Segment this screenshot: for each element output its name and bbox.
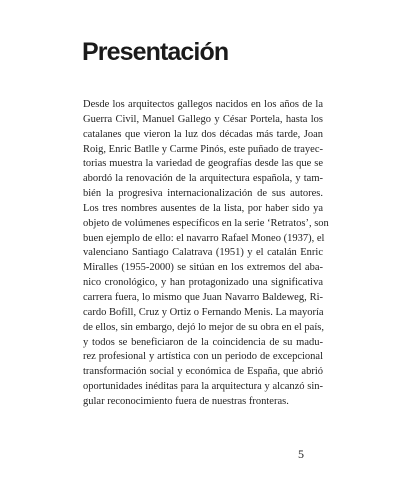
paragraph-line: abordó la renovación de la arquitectura española, y tam- [83,173,323,185]
paragraph-line: gular reconocimiento fuera de nuestras fronteras. [83,395,289,407]
paragraph-line: objeto de volúmenes específicos en la serie ‘Retratos’, son [83,217,329,229]
paragraph-line: de ellos, sin embargo, dejó lo mejor de su obra en el país, [83,321,324,333]
chapter-heading: Presentación [82,38,229,66]
paragraph-line: nico cronológico, y han protagonizado una significativa [83,277,323,289]
body-paragraph [83,98,329,410]
paragraph-line: y todos se beneficiaron de la coincidencia de su madu- [83,336,323,348]
page-number: 5 [298,447,304,461]
paragraph-line: rez profesional y artística con un periodo de excepcional [83,351,323,363]
paragraph-line: bién la progresiva internacionalización de sus autores. [83,188,323,200]
paragraph-line: Roig, Enric Batlle y Carme Pinós, este puñado de trayec- [83,143,323,155]
paragraph-line: Los tres nombres ausentes de la lista, por haber sido ya [83,202,323,214]
paragraph-line: oportunidades inéditas para la arquitectura y alcanzó sin- [83,381,323,393]
paragraph-line: valenciano Santiago Calatrava (1951) y el catalán Enric [83,247,323,259]
paragraph-line: cardo Bofill, Cruz y Ortiz o Fernando Menis. La mayoría [83,306,324,318]
paragraph-line: catalanes que vieron la luz dos décadas más tarde, Joan [83,128,323,140]
paragraph-line: Miralles (1955-2000) se sitúan en los extremos del aba- [83,262,323,274]
paragraph-line: Guerra Civil, Manuel Gallego y César Portela, hasta los [83,113,323,125]
paragraph-line: torias muestra la variedad de geografías desde las que se [83,158,323,170]
paragraph-line: carrera fuera, lo mismo que Juan Navarro Baldeweg, Ri- [83,291,323,303]
paragraph-line: buen ejemplo de ello: el navarro Rafael Moneo (1937), el [83,232,325,244]
paragraph-line: Desde los arquitectos gallegos nacidos en los años de la [83,99,323,110]
paragraph-line: transformación social y económica de España, que abrió [83,366,323,378]
